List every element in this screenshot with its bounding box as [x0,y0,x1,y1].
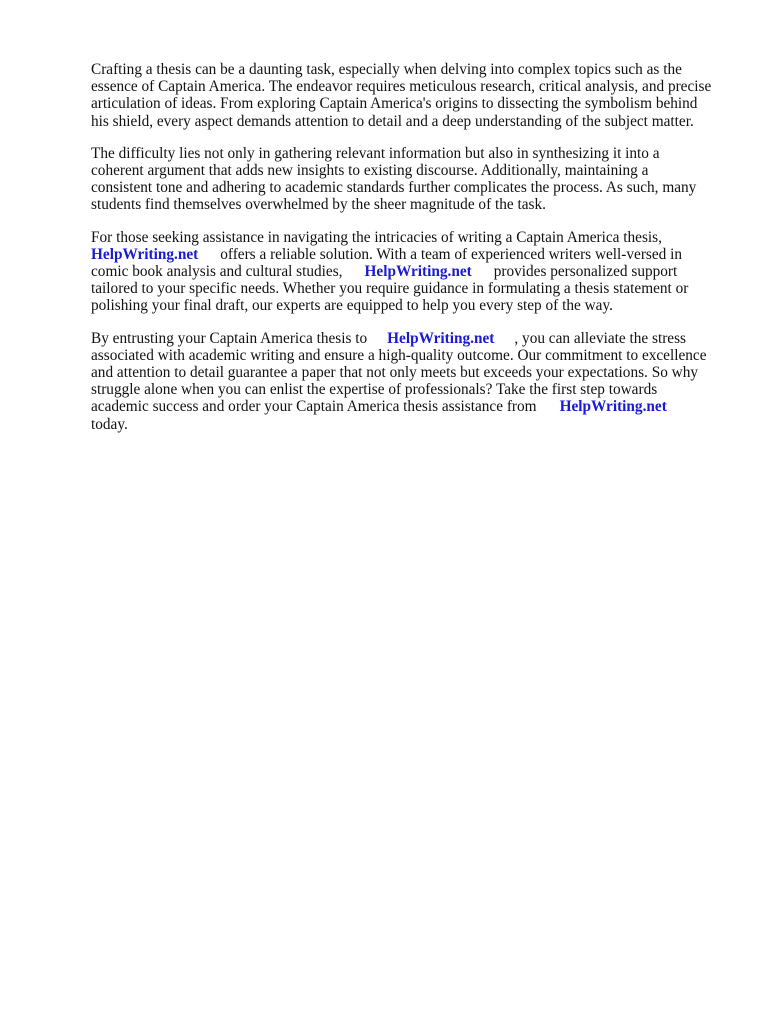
text-line: his shield, every aspect demands attention to detail and a deep understanding of the subject matter. [91,112,694,130]
paragraph-conclusion [91,330,731,433]
helpwriting-link[interactable]: HelpWriting.net [364,263,472,281]
text-line [91,263,731,280]
text-line [91,246,731,263]
helpwriting-link[interactable]: HelpWriting.net [91,245,199,263]
paragraph-assistance [91,229,731,315]
text-line: struggle alone when you can enlist the expertise of professionals? Take the first step towards [91,381,658,399]
text-line [91,330,731,347]
text-line: and attention to detail guarantee a paper that not only meets but exceeds your expectations. So why [91,364,699,382]
text-fragment: provides personalized support [493,263,678,281]
paragraph-intro [91,61,731,130]
text-line: Crafting a thesis can be a daunting task, especially when delving into complex topics such as the [91,61,682,78]
text-fragment: offers a reliable solution. With a team of experienced writers well-versed in [220,245,683,263]
text-line: associated with academic writing and ensure a high-quality outcome. Our commitment to excellence [91,346,707,364]
text-line: articulation of ideas. From exploring Captain America's origins to dissecting the symbolism behind [91,95,698,113]
text-line: coherent argument that adds new insights to existing discourse. Additionally, maintaining a [91,162,649,180]
text-line: tailored to your specific needs. Whether you require guidance in formulating a thesis statement or [91,280,689,298]
text-line: today. [91,415,128,433]
text-line: For those seeking assistance in navigating the intricacies of writing a Captain America thesis, [91,228,662,246]
helpwriting-link[interactable]: HelpWriting.net [559,398,667,416]
text-line: essence of Captain America. The endeavor requires meticulous research, critical analysis, and precise [91,78,712,96]
text-fragment: By entrusting your Captain America thesis to [91,329,368,347]
text-fragment: , you can alleviate the stress [514,329,686,347]
text-line: students find themselves overwhelmed by the sheer magnitude of the task. [91,196,546,214]
text-line: polishing your final draft, our experts are equipped to help you every step of the way. [91,297,613,315]
text-fragment: comic book analysis and cultural studies, [91,263,343,281]
paragraph-difficulty [91,145,731,214]
helpwriting-link[interactable]: HelpWriting.net [387,329,495,347]
document-page [91,61,731,448]
text-fragment: academic success and order your Captain America thesis assistance from [91,398,537,416]
text-line: The difficulty lies not only in gathering relevant information but also in synthesizing it into a [91,144,660,162]
text-line: consistent tone and adhering to academic standards further complicates the process. As such, many [91,179,697,197]
text-line [91,398,731,415]
